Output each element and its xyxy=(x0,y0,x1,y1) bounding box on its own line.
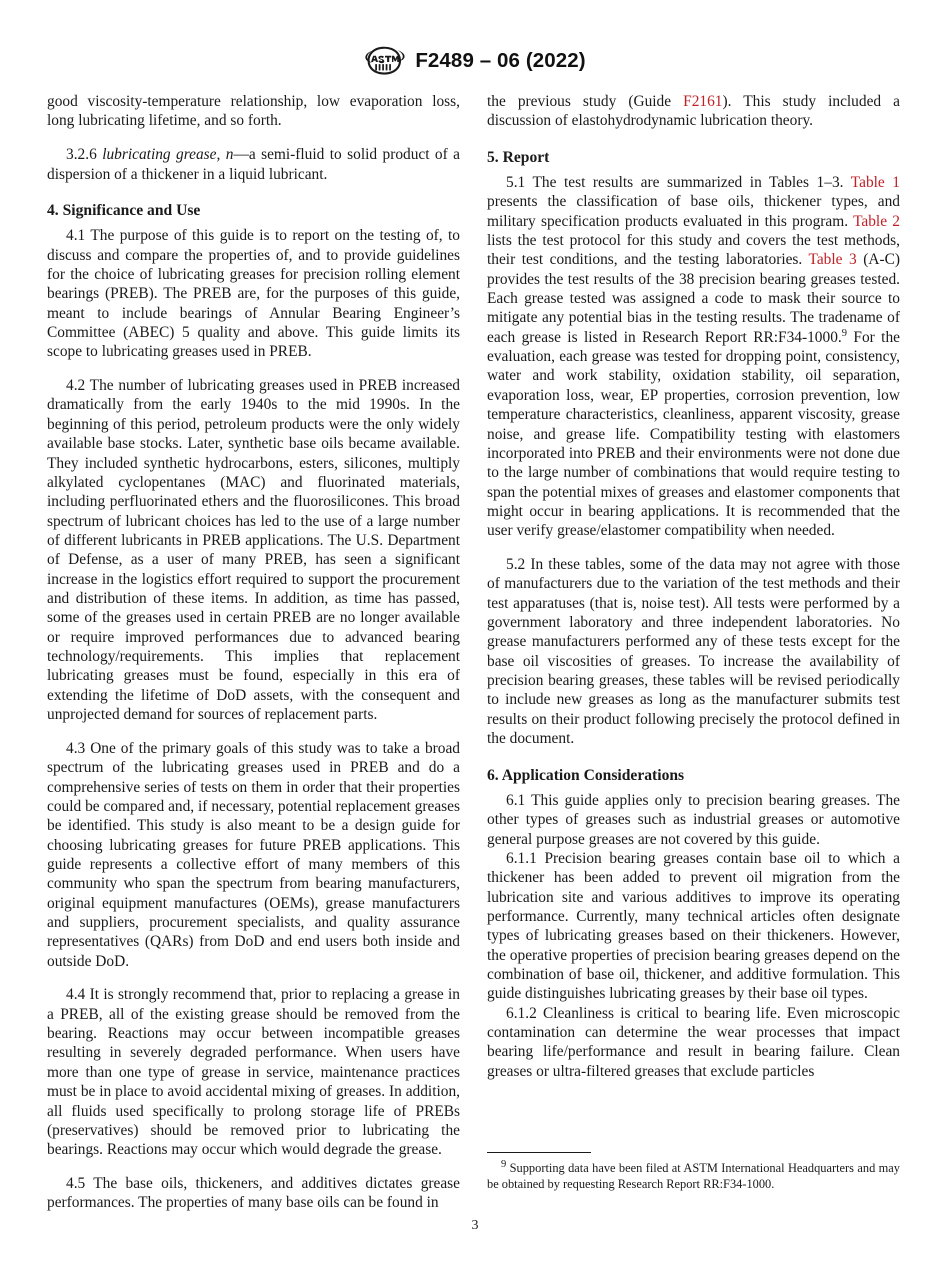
page-number: 3 xyxy=(471,1218,479,1233)
p51-text-part5: For the evaluation, each grease was tested for dropping point, consistency, water and work stability, oxidation stability, oil separation, evaporation loss, wear, EP properties, corrosion prevention, low temperature characteristics, cleanliness, apparent viscosity, grease noise, and grease life. Compatibility testing with elastomers incorporated into PREB and their environments were not done due to the large number of combinations that would require testing to span the potential mixes of greases and elastomer components that might occur in bearing applications. It is recommended that the user verify grease/elastomer compatibility when needed. xyxy=(487,328,900,540)
astm-logo-icon xyxy=(364,46,406,76)
footnote-text: Supporting data have been filed at ASTM International Headquarters and may be obtained by requesting Research Report RR:F34-1000. xyxy=(487,1161,900,1191)
footnote-9 xyxy=(487,1158,900,1192)
definition-3-2-6 xyxy=(47,145,460,184)
left-column xyxy=(47,92,460,1213)
continued-text-part2: ). This study included a discussion of elastohydrodynamic lubrication theory. xyxy=(487,93,900,130)
paragraph-6-1-2: 6.1.2 Cleanliness is critical to bearing life. Even microscopic contamination can determine the wear processes that impact bearing life/performance and result in bearing failure. Clean greases or ultra-filtered greases that exclude particles xyxy=(487,1004,900,1080)
paragraph-5-1 xyxy=(487,173,900,541)
footnote-block xyxy=(487,1158,900,1192)
paragraph-5-2: 5.2 In these tables, some of the data may not agree with those of manufacturers due to the variation of the test methods and their test apparatuses (that is, noise test). All tests were performed by a government laboratory and three independent laboratories. No grease manufacturers performed any of these tests except for the base oil viscosities of greases. To increase the availability of precision bearing greases, these tables will be revised periodically to include new greases as long as the manufacturer submits test results on their product following precisely the protocol defined in the document. xyxy=(487,556,900,748)
paragraph-6-1-1: 6.1.1 Precision bearing greases contain base oil to which a thickener has been added to prevent oil migration from the lubrication site and various additives to improve its operating performance. Currently, many technical articles often designate types of lubricating greases based on their thickeners. However, the operative properties of precision bearing greases depend on the combination of base oil, thickener, and additive formulation. This guide distinguishes lubricating greases by their base oil types. xyxy=(487,849,900,1003)
paragraph-4-2: 4.2 The number of lubricating greases used in PREB increased dramatically from the early 1940s to the mid 1990s. In the beginning of this period, petroleum products were the only widely available base stocks. Later, synthetic base oils became available. They included synthetic hydrocarbons, esters, silicones, multiply alkylated cyclopentanes (MAC) and fluorinated materials, including perfluorinated ethers and the fluorosilicones. This broad spectrum of lubricant choices has led to the use of a large number of different lubricants in PREB applications. The U.S. Department of Defense, as a user of many PREB, has seen a significant increase in the logistics effort required to support the procurement and distribution of these items. In addition, as time has passed, some of the greases used in certain PREB are no longer available or require improved performances due to advanced bearing technology/requirements. This implies that replacement lubricating greases must be found, especially in this era of extending the lifetime of DoD assets, with the consequent and unprojected demand for sources of replacement parts. xyxy=(47,377,460,723)
definition-number: 3.2.6 xyxy=(66,146,97,164)
link-table-2[interactable]: Table 2 xyxy=(853,212,900,230)
standard-designation: F2489 – 06 (2022) xyxy=(415,49,586,72)
paragraph-4-1: 4.1 The purpose of this guide is to report on the testing of, to discuss and compare the properties of, and to provide guidelines for the choice of lubricating greases for precision rolling element bearings (PREB). The PREB are, for the purposes of this guide, meant to include bearings of Annular Bearing Engineer’s Committee (ABEC) 5 quality and above. This guide limits its scope to lubricating greases used in PREB. xyxy=(47,227,460,361)
link-table-3[interactable]: Table 3 xyxy=(808,251,857,269)
heading-section-5: 5. Report xyxy=(487,148,550,166)
p51-text-part1: 5.1 The test results are summarized in Tables 1–3. xyxy=(506,174,851,192)
link-guide-f2161[interactable]: F2161 xyxy=(683,93,723,110)
link-table-1[interactable]: Table 1 xyxy=(850,174,900,192)
footnote-reference-9[interactable]: 9 xyxy=(841,327,847,339)
heading-section-6: 6. Application Considerations xyxy=(487,766,685,784)
paragraph-continued-right xyxy=(487,92,900,131)
continued-text-part1: the previous study (Guide xyxy=(487,93,684,110)
p51-text-part2: presents the classification of base oils, thickener types, and military specification products evaluated in this program. xyxy=(487,193,900,230)
paragraph-continued: good viscosity-temperature relationship, low evaporation loss, long lubricating lifetime, and so forth. xyxy=(47,93,460,130)
footnote-marker-9: 9 xyxy=(501,1158,507,1170)
right-column xyxy=(487,92,900,1081)
page-header xyxy=(0,46,950,76)
paragraph-4-4: 4.4 It is strongly recommend that, prior to replacing a grease in a PREB, all of the existing grease should be removed from the bearing. Reactions may occur between incompatible greases resulting in severely degraded performance. When users have more than one type of grease in service, maintenance practices must be in place to avoid accidental mixing of greases. In addition, all fluids used specifically to prolong storage life of PREBs (preservatives) should be removed prior to lubricating the bearings. Reactions may occur which would degrade the grease. xyxy=(47,986,460,1159)
p51-text-part4: (A-C) provides the test results of the 38 precision bearing greases tested. Each grease tested was assigned a code to mask their source to mitigate any potential bias in the testing results. The tradename of each grease is listed in Research Report RR:F34-1000. xyxy=(487,251,900,346)
definition-body: —a semi-fluid to solid product of a dispersion of a thickener in a liquid lubricant. xyxy=(47,146,460,183)
paragraph-4-3: 4.3 One of the primary goals of this study was to take a broad spectrum of the lubricating greases used in PREB and do a comprehensive series of tests on them in order that their properties could be compared and, if necessary, potential replacement greases be identified. This study is also meant to be a design guide for choosing lubricating greases for future PREB applications. This guide represents a collective effort of many members of this community who span the spectrum from bearing manufacturers, original equipment manufactures (OEMs), grease manufacturers and suppliers, procurement specialists, and quality assurance representatives (QARs) from DoD and end users both inside and outside DoD. xyxy=(47,739,460,970)
footnote-separator-rule xyxy=(487,1152,591,1153)
p51-text-part3: lists the test protocol for this study and covers the test methods, their test conditions, and the testing laboratories. xyxy=(487,232,900,269)
paragraph-4-5: 4.5 The base oils, thickeners, and additives dictates grease performances. The properties of many base oils can be found in xyxy=(47,1175,460,1212)
paragraph-6-1: 6.1 This guide applies only to precision bearing greases. The other types of greases such as industrial greases or automotive general purpose greases are not covered by this guide. xyxy=(487,791,900,848)
definition-term: lubricating grease, n xyxy=(102,146,234,164)
heading-section-4: 4. Significance and Use xyxy=(47,201,201,219)
